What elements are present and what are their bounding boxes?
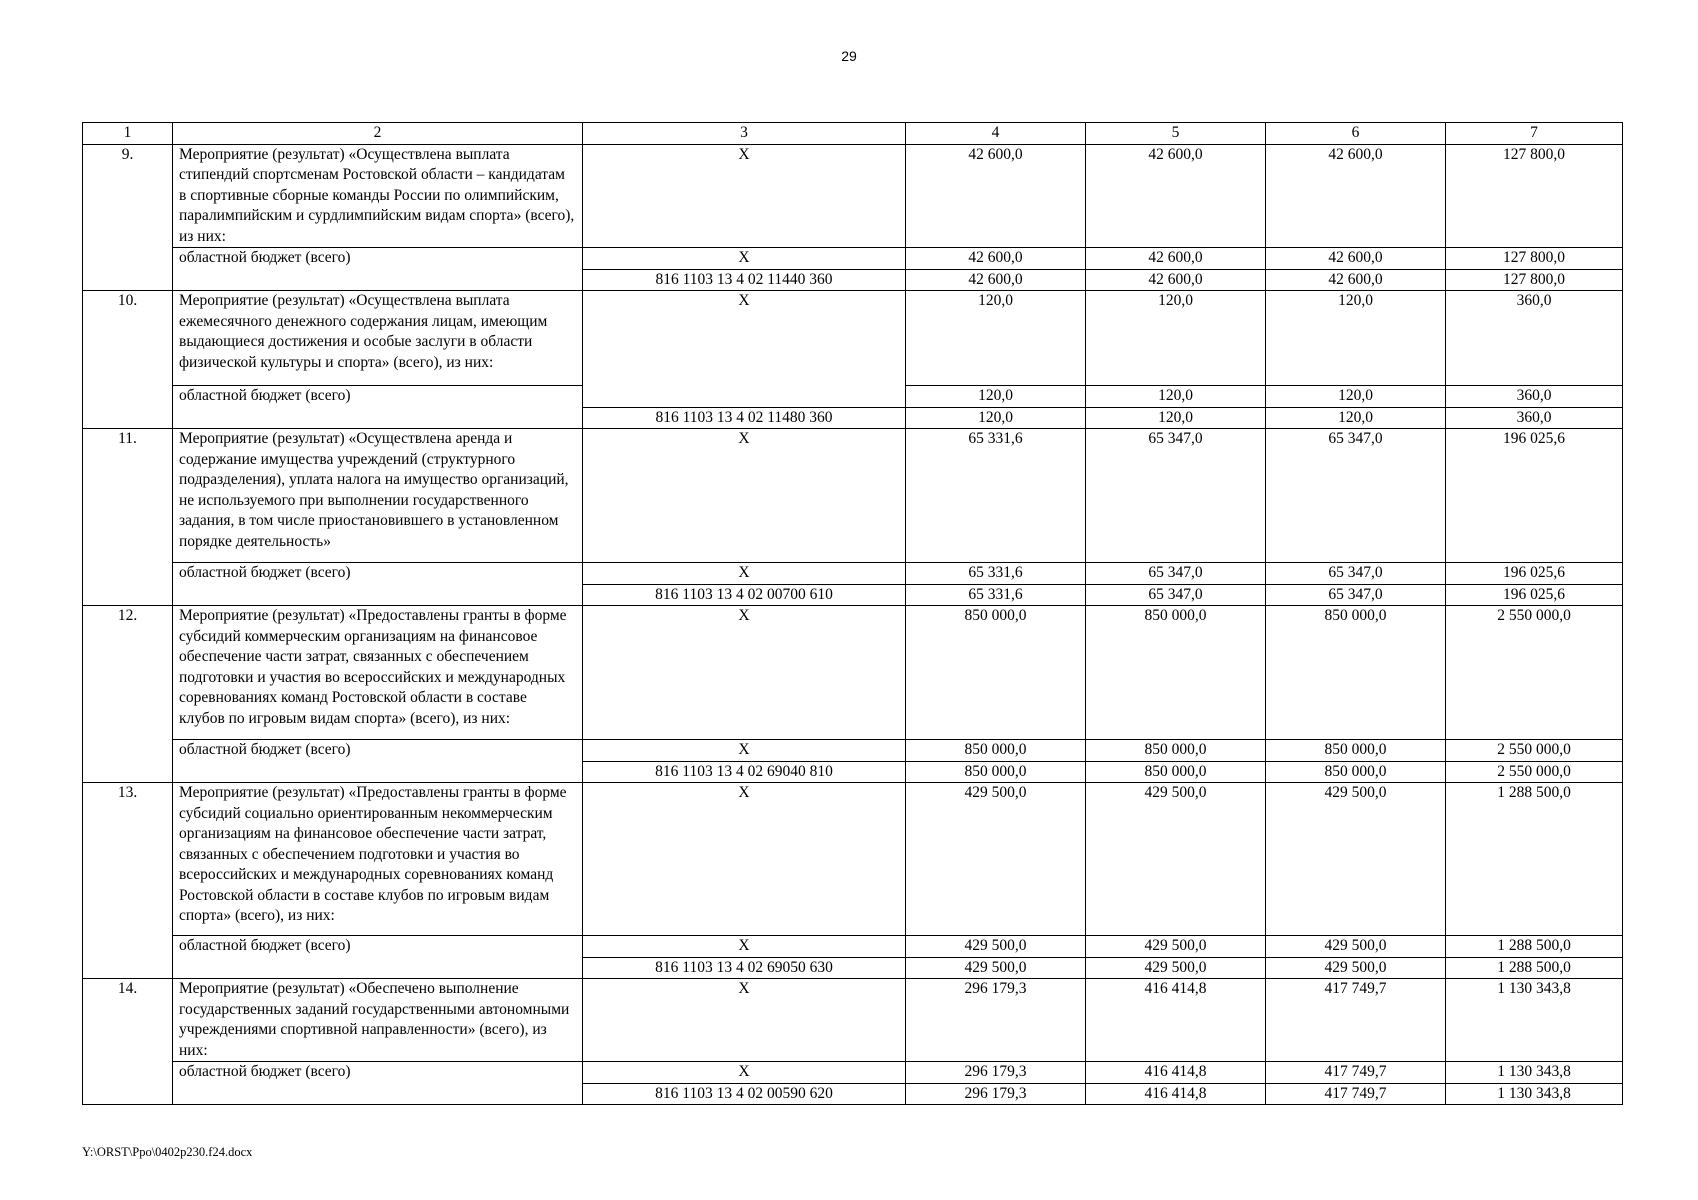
measure-title: Мероприятие (результат) «Предоставлены гранты в форме субсидий коммерческим организациям на финансовое обеспечение части затрат, связанных с обеспечением подготовки и участия во всероссийских и международных соревнованиях команд Ростовской области в составе клубов по игровым видам спорта» (всего), из них: xyxy=(173,606,583,740)
budget-code-value: 1 288 500,0 xyxy=(1446,957,1623,979)
budget-code-value: 120,0 xyxy=(1086,407,1266,429)
regional-budget-value: 42 600,0 xyxy=(1086,248,1266,270)
budget-code-row xyxy=(83,1083,1623,1105)
measure-title: Мероприятие (результат) «Осуществлена выплата ежемесячного денежного содержания лицам, имеющим выдающиеся достижения и особые заслуги в области физической культуры и спорта» (всего), из них: xyxy=(173,291,583,386)
measure-number: 13. xyxy=(83,783,173,979)
measure-title: Мероприятие (результат) «Осуществлена аренда и содержание имущества учреждений (структурного подразделения), уплата налога на имущество организаций, не используемого при выполнении государственного задания, в том числе приостановившего в установленном порядке деятельность» xyxy=(173,429,583,563)
budget-code-value: 416 414,8 xyxy=(1086,1083,1266,1105)
budget-code-row xyxy=(83,957,1623,979)
budget-code-label-empty xyxy=(173,269,583,291)
measure-row xyxy=(83,979,1623,1062)
regional-budget-label: областной бюджет (всего) xyxy=(173,740,583,762)
measure-value: 416 414,8 xyxy=(1086,979,1266,1062)
measure-value: 65 331,6 xyxy=(906,429,1086,563)
budget-classification-code: 816 1103 13 4 02 00700 610 xyxy=(583,584,906,606)
budget-classification-code: 816 1103 13 4 02 11440 360 xyxy=(583,269,906,291)
regional-budget-value: 296 179,3 xyxy=(906,1062,1086,1084)
budget-code-row xyxy=(83,761,1623,783)
measure-code: X xyxy=(583,979,906,1062)
regional-budget-value: 429 500,0 xyxy=(906,936,1086,958)
measure-value: 65 347,0 xyxy=(1086,429,1266,563)
measure-value: 120,0 xyxy=(1086,291,1266,386)
regional-budget-label: областной бюджет (всего) xyxy=(173,1062,583,1084)
budget-code-value: 65 331,6 xyxy=(906,584,1086,606)
measure-value: 850 000,0 xyxy=(906,606,1086,740)
regional-budget-value: 850 000,0 xyxy=(1266,740,1446,762)
measure-code: X xyxy=(583,429,906,563)
budget-code-label-empty xyxy=(173,761,583,783)
measure-code: X xyxy=(583,606,906,740)
budget-code-value: 360,0 xyxy=(1446,407,1623,429)
regional-budget-value: 850 000,0 xyxy=(1086,740,1266,762)
regional-budget-row xyxy=(83,248,1623,270)
budget-classification-code: 816 1103 13 4 02 69040 810 xyxy=(583,761,906,783)
regional-budget-row xyxy=(83,740,1623,762)
header-cell-4: 4 xyxy=(906,123,1086,145)
regional-budget-value: 429 500,0 xyxy=(1086,936,1266,958)
measure-code: X xyxy=(583,291,906,408)
budget-code-value: 42 600,0 xyxy=(906,269,1086,291)
regional-budget-value: 2 550 000,0 xyxy=(1446,740,1623,762)
measure-row xyxy=(83,144,1623,248)
budget-code-value: 417 749,7 xyxy=(1266,1083,1446,1105)
measure-value: 120,0 xyxy=(906,291,1086,386)
budget-code-value: 2 550 000,0 xyxy=(1446,761,1623,783)
budget-code-label-empty xyxy=(173,1083,583,1105)
budget-code-value: 65 347,0 xyxy=(1266,584,1446,606)
measure-value: 850 000,0 xyxy=(1266,606,1446,740)
measure-number: 12. xyxy=(83,606,173,783)
header-cell-1: 1 xyxy=(83,123,173,145)
regional-budget-code: X xyxy=(583,740,906,762)
measure-number: 11. xyxy=(83,429,173,606)
regional-budget-value: 120,0 xyxy=(1086,386,1266,408)
table-body xyxy=(83,123,1623,1105)
measure-title: Мероприятие (результат) «Предоставлены гранты в форме субсидий социально ориентированным некоммерческим организациям на финансовое обеспечение части затрат, связанных с обеспечением подготовки и участия во всероссийских и международных соревнованиях команд Ростовской области в составе клубов по игровым видам спорта» (всего), из них: xyxy=(173,783,583,936)
regional-budget-label: областной бюджет (всего) xyxy=(173,248,583,270)
measure-value: 417 749,7 xyxy=(1266,979,1446,1062)
measure-value: 360,0 xyxy=(1446,291,1623,386)
measure-number: 10. xyxy=(83,291,173,429)
budget-code-label-empty xyxy=(173,407,583,429)
regional-budget-value: 1 288 500,0 xyxy=(1446,936,1623,958)
budget-classification-code: 816 1103 13 4 02 11480 360 xyxy=(583,407,906,429)
regional-budget-value: 42 600,0 xyxy=(1266,248,1446,270)
budget-code-value: 429 500,0 xyxy=(906,957,1086,979)
measure-value: 42 600,0 xyxy=(1086,144,1266,248)
measure-title: Мероприятие (результат) «Обеспечено выполнение государственных заданий государственными автономными учреждениями спортивной направленности» (всего), из них: xyxy=(173,979,583,1062)
measure-row xyxy=(83,783,1623,936)
measure-value: 1 130 343,8 xyxy=(1446,979,1623,1062)
budget-classification-code: 816 1103 13 4 02 00590 620 xyxy=(583,1083,906,1105)
budget-code-value: 42 600,0 xyxy=(1266,269,1446,291)
budget-code-value: 120,0 xyxy=(1266,407,1446,429)
header-cell-5: 5 xyxy=(1086,123,1266,145)
regional-budget-value: 360,0 xyxy=(1446,386,1623,408)
budget-code-label-empty xyxy=(173,584,583,606)
budget-code-value: 42 600,0 xyxy=(1086,269,1266,291)
budget-code-value: 296 179,3 xyxy=(906,1083,1086,1105)
regional-budget-value: 120,0 xyxy=(906,386,1086,408)
budget-code-value: 429 500,0 xyxy=(1086,957,1266,979)
budget-code-label-empty xyxy=(173,957,583,979)
regional-budget-code: X xyxy=(583,1062,906,1084)
page-number: 29 xyxy=(841,48,857,64)
budget-code-value: 127 800,0 xyxy=(1446,269,1623,291)
measure-title: Мероприятие (результат) «Осуществлена выплата стипендий спортсменам Ростовской области – кандидатам в спортивные сборные команды России по олимпийским, паралимпийским и сурдлимпийским видам спорта» (всего), из них: xyxy=(173,144,583,248)
budget-table xyxy=(82,122,1623,1105)
measure-number: 9. xyxy=(83,144,173,291)
measure-code: X xyxy=(583,144,906,248)
regional-budget-label: областной бюджет (всего) xyxy=(173,936,583,958)
measure-code: X xyxy=(583,783,906,936)
regional-budget-value: 120,0 xyxy=(1266,386,1446,408)
measure-value: 120,0 xyxy=(1266,291,1446,386)
header-cell-6: 6 xyxy=(1266,123,1446,145)
measure-value: 2 550 000,0 xyxy=(1446,606,1623,740)
budget-classification-code: 816 1103 13 4 02 69050 630 xyxy=(583,957,906,979)
regional-budget-label: областной бюджет (всего) xyxy=(173,386,583,408)
budget-code-value: 1 130 343,8 xyxy=(1446,1083,1623,1105)
header-cell-3: 3 xyxy=(583,123,906,145)
measure-value: 65 347,0 xyxy=(1266,429,1446,563)
measure-value: 196 025,6 xyxy=(1446,429,1623,563)
regional-budget-value: 850 000,0 xyxy=(906,740,1086,762)
regional-budget-value: 429 500,0 xyxy=(1266,936,1446,958)
regional-budget-row xyxy=(83,1062,1623,1084)
regional-budget-code: X xyxy=(583,563,906,585)
budget-code-row xyxy=(83,584,1623,606)
measure-value: 429 500,0 xyxy=(1086,783,1266,936)
regional-budget-value: 417 749,7 xyxy=(1266,1062,1446,1084)
regional-budget-code: X xyxy=(583,936,906,958)
measure-number: 14. xyxy=(83,979,173,1105)
regional-budget-code: X xyxy=(583,248,906,270)
budget-code-row xyxy=(83,407,1623,429)
measure-value: 850 000,0 xyxy=(1086,606,1266,740)
measure-value: 42 600,0 xyxy=(1266,144,1446,248)
measure-row xyxy=(83,606,1623,740)
measure-value: 1 288 500,0 xyxy=(1446,783,1623,936)
budget-code-value: 850 000,0 xyxy=(906,761,1086,783)
regional-budget-value: 65 347,0 xyxy=(1086,563,1266,585)
budget-code-value: 850 000,0 xyxy=(1086,761,1266,783)
budget-code-value: 196 025,6 xyxy=(1446,584,1623,606)
budget-code-value: 65 347,0 xyxy=(1086,584,1266,606)
regional-budget-value: 65 347,0 xyxy=(1266,563,1446,585)
budget-code-value: 850 000,0 xyxy=(1266,761,1446,783)
regional-budget-value: 65 331,6 xyxy=(906,563,1086,585)
footer-file-path: Y:\ORST\Ppo\0402p230.f24.docx xyxy=(82,1145,253,1159)
measure-row xyxy=(83,291,1623,386)
regional-budget-value: 196 025,6 xyxy=(1446,563,1623,585)
regional-budget-row xyxy=(83,936,1623,958)
measure-value: 296 179,3 xyxy=(906,979,1086,1062)
regional-budget-value: 127 800,0 xyxy=(1446,248,1623,270)
measure-value: 127 800,0 xyxy=(1446,144,1623,248)
measure-value: 42 600,0 xyxy=(906,144,1086,248)
measure-value: 429 500,0 xyxy=(1266,783,1446,936)
budget-code-row xyxy=(83,269,1623,291)
header-row xyxy=(83,123,1623,145)
header-cell-2: 2 xyxy=(173,123,583,145)
budget-code-value: 120,0 xyxy=(906,407,1086,429)
regional-budget-value: 42 600,0 xyxy=(906,248,1086,270)
header-cell-7: 7 xyxy=(1446,123,1623,145)
measure-row xyxy=(83,429,1623,563)
regional-budget-row xyxy=(83,563,1623,585)
regional-budget-value: 1 130 343,8 xyxy=(1446,1062,1623,1084)
regional-budget-label: областной бюджет (всего) xyxy=(173,563,583,585)
budget-code-value: 429 500,0 xyxy=(1266,957,1446,979)
measure-value: 429 500,0 xyxy=(906,783,1086,936)
regional-budget-value: 416 414,8 xyxy=(1086,1062,1266,1084)
